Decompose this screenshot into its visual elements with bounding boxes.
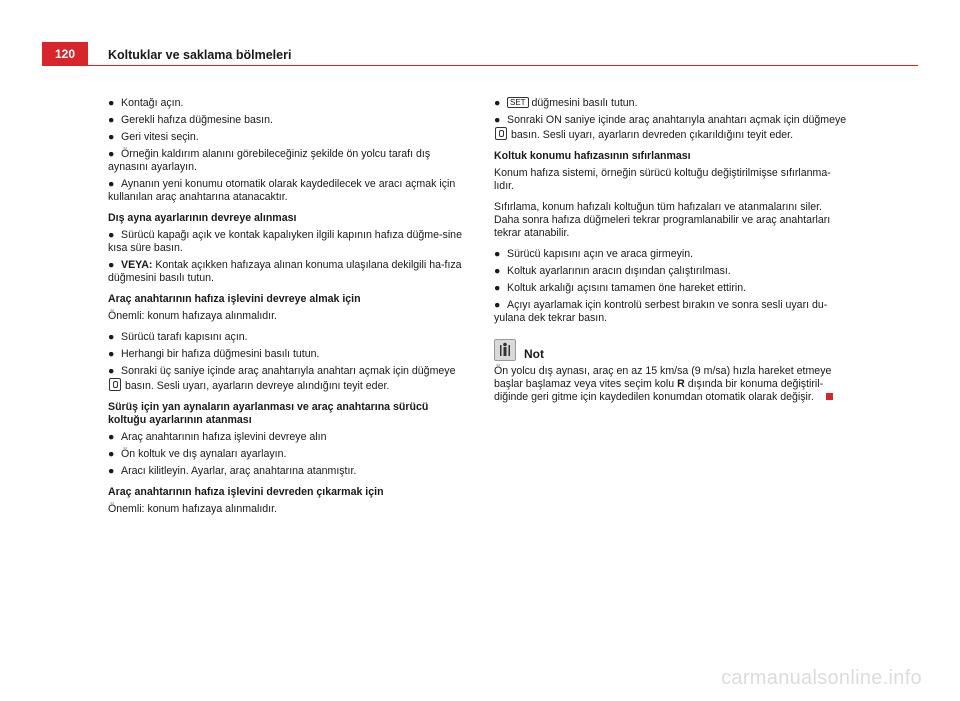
bullet-icon: ● — [108, 365, 115, 377]
section-heading: Araç anahtarının hafıza işlevini devreden çıkarmak için — [108, 486, 384, 498]
list-item — [108, 365, 463, 393]
bullet-icon: ● — [494, 265, 501, 277]
bullet-label: VEYA: — [121, 259, 153, 271]
bullet-text: Araç anahtarının hafıza işlevini devreye alın — [121, 431, 327, 443]
list-item — [494, 248, 849, 261]
list-item — [108, 465, 463, 478]
list-item — [108, 431, 463, 444]
bullet-icon: ● — [494, 114, 501, 126]
bullet-icon: ● — [108, 259, 115, 271]
paragraph: Sıfırlama, konum hafızalı koltuğun tüm hafızaları ve atanmalarını siler. Daha sonra hafıza düğmeleri tekrar programlanabilir ve araç anahtarları tekrar atanabilir. — [494, 201, 831, 239]
bullet-icon: ● — [108, 148, 115, 160]
note-text — [494, 365, 849, 404]
list-item — [108, 114, 463, 127]
bullet-text: Kontağı açın. — [121, 97, 184, 109]
key-button-icon — [109, 378, 121, 391]
note-title: Not — [524, 347, 544, 361]
section-heading: Dış ayna ayarlarının devreye alınması — [108, 212, 297, 224]
section-note: Önemli: konum hafızaya alınmalıdır. — [108, 503, 277, 515]
bullet-text: Gerekli hafıza düğmesine basın. — [121, 114, 273, 126]
note-icon — [494, 339, 516, 361]
bullet-icon: ● — [108, 431, 115, 443]
bullet-icon: ● — [494, 282, 501, 294]
list-item — [108, 178, 463, 204]
bullet-icon: ● — [494, 97, 501, 109]
bullet-icon: ● — [494, 299, 501, 311]
bullet-text: Aracı kilitleyin. Ayarlar, araç anahtarına atanmıştır. — [121, 465, 357, 477]
list-item — [108, 259, 463, 285]
section-heading: Koltuk konumu hafızasının sıfırlanması — [494, 150, 691, 162]
bullet-text: Koltuk ayarlarının aracın dışından çalıştırılması. — [507, 265, 731, 277]
list-item — [494, 265, 849, 278]
watermark: carmanualsonline.info — [721, 667, 922, 689]
bullet-text: basın. Sesli uyarı, ayarların devreden çıkarıldığını teyit eder. — [510, 129, 794, 141]
bullet-text: basın. Sesli uyarı, ayarların devreye alındığını teyit eder. — [124, 380, 390, 392]
bullet-icon: ● — [108, 229, 115, 241]
bullet-icon: ● — [108, 178, 115, 190]
info-icon — [495, 342, 515, 358]
right-column — [494, 97, 849, 408]
note-header — [494, 339, 849, 361]
list-item — [494, 97, 849, 110]
list-item — [108, 229, 463, 255]
set-key-icon: SET — [507, 97, 529, 108]
bullet-icon: ● — [108, 114, 115, 126]
key-button-icon — [495, 127, 507, 140]
left-column — [108, 97, 463, 520]
list-item — [494, 299, 849, 325]
bullet-text: Örneğin kaldırım alanını görebileceğiniz şekilde ön yolcu tarafı dış aynasını ayarlayın. — [108, 148, 431, 173]
bullet-text: Sürücü tarafı kapısını açın. — [121, 331, 248, 343]
bullet-icon: ● — [494, 248, 501, 260]
list-item — [108, 97, 463, 110]
bullet-text: Kontak açıkken hafızaya alınan konuma ulaşılana dekilgili ha-fıza düğmesini basılı tutun. — [108, 259, 462, 284]
list-item — [108, 448, 463, 461]
end-marker-icon — [826, 393, 833, 400]
bullet-text: Sonraki ON saniye içinde araç anahtarıyla anahtarı açmak için düğmeye — [507, 114, 847, 126]
list-item — [108, 131, 463, 144]
list-item — [108, 348, 463, 361]
bullet-text: Geri vitesi seçin. — [121, 131, 199, 143]
bullet-text: Ön koltuk ve dış aynaları ayarlayın. — [121, 448, 287, 460]
section-heading: Araç anahtarının hafıza işlevini devreye almak için — [108, 293, 361, 305]
page-number: 120 — [42, 42, 88, 66]
bullet-text: düğmesini basılı tutun. — [531, 97, 638, 109]
section-note: Önemli: konum hafızaya alınmalıdır. — [108, 310, 277, 322]
bullet-text: Herhangi bir hafıza düğmesini basılı tutun. — [121, 348, 320, 360]
bullet-icon: ● — [108, 448, 115, 460]
list-item — [494, 114, 849, 142]
bullet-text: Koltuk arkalığı açısını tamamen öne hareket ettirin. — [507, 282, 747, 294]
note-text-part: dışında bir konuma değiştiril-diğinde geri gitme için kaydedilen konumdan otomatik olarak değişir. — [494, 378, 824, 403]
page-title: Koltuklar ve saklama bölmeleri — [108, 48, 292, 62]
bullet-text: Sonraki üç saniye içinde araç anahtarıyla anahtarı açmak için düğmeye — [121, 365, 456, 377]
bullet-text: Sürücü kapağı açık ve kontak kapalıyken ilgili kapının hafıza düğme-sine kısa süre basın. — [108, 229, 462, 254]
bullet-text: Sürücü kapısını açın ve araca girmeyin. — [507, 248, 694, 260]
list-item — [494, 282, 849, 295]
list-item — [108, 331, 463, 344]
section-heading: Sürüş için yan aynaların ayarlanması ve araç anahtarına sürücü koltuğu ayarlarının atanması — [108, 401, 429, 426]
bullet-icon: ● — [108, 348, 115, 360]
gear-r-label: R — [677, 378, 685, 390]
bullet-icon: ● — [108, 465, 115, 477]
bullet-text: Aynanın yeni konumu otomatik olarak kaydedilecek ve aracı açmak için kullanılan araç anahtarına atanacaktır. — [108, 178, 456, 203]
paragraph: Konum hafıza sistemi, örneğin sürücü koltuğu değiştirilmişse sıfırlanma-lıdır. — [494, 167, 831, 192]
bullet-text: Açıyı ayarlamak için kontrolü serbest bırakın ve sonra sesli uyarı du-yulana dek tekrar basın. — [494, 299, 828, 324]
bullet-icon: ● — [108, 131, 115, 143]
header-rule — [88, 65, 918, 66]
bullet-icon: ● — [108, 331, 115, 343]
note-text-part: Ön yolcu dış aynası, araç en az 15 km/sa (9 m/sa) hızla hareket etmeye başlar başlamaz veya vites seçim kolu — [494, 365, 832, 390]
bullet-icon: ● — [108, 97, 115, 109]
list-item — [108, 148, 463, 174]
